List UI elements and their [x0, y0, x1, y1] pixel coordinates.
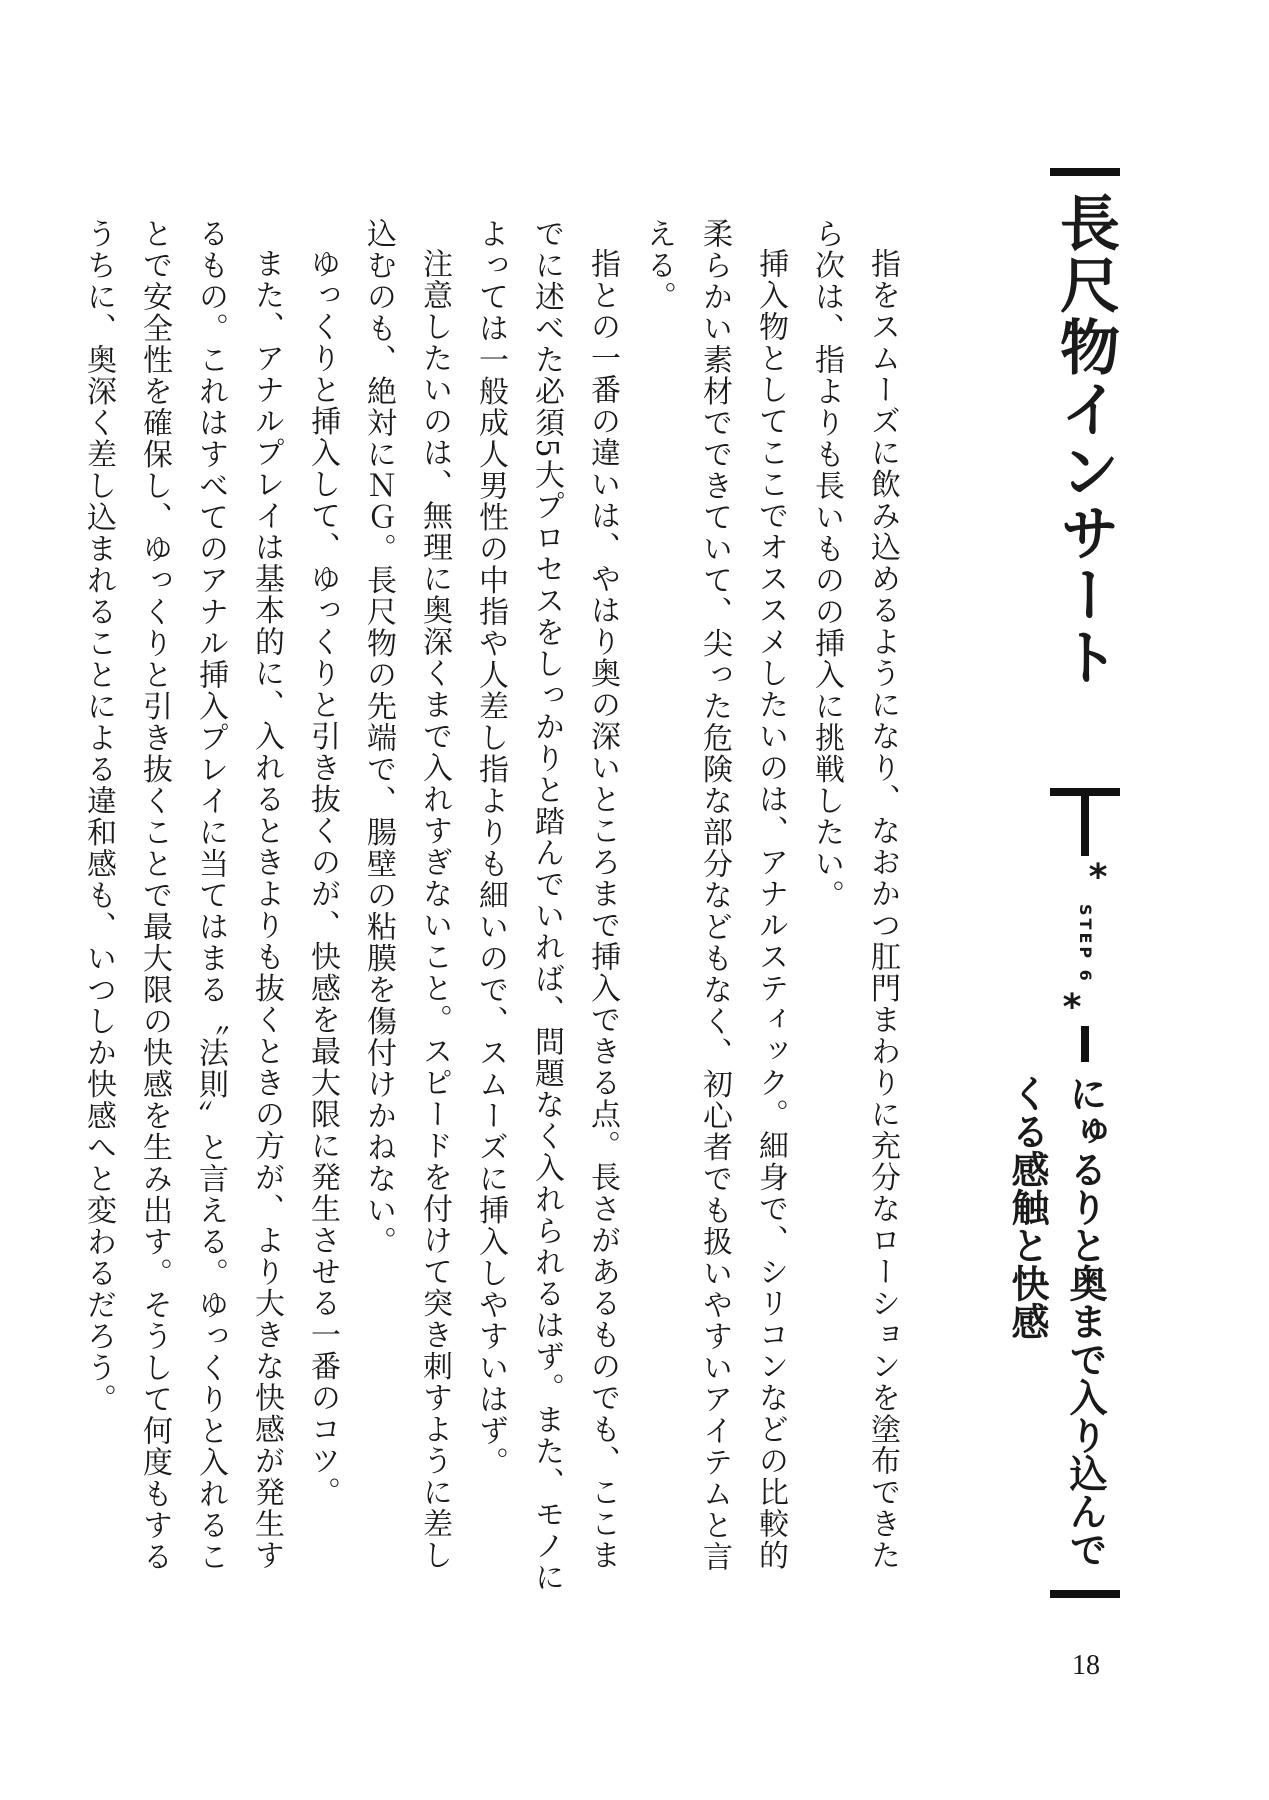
paragraph: 注意したいのは、無理に奥深くまで入れすぎないこと。スピードを付けて突き刺すように差し込むのも、絶対にＮＧ。長尺物の先端で、腸壁の粘膜を傷付けかねない。 — [361, 218, 452, 1571]
section-subheading: にゅるりと奥まで入り込んでくる感触と快感 — [1005, 1074, 1107, 1568]
title-column — [1005, 168, 1120, 1568]
step-connector-top — [1081, 796, 1089, 856]
step-label: STEP 6 — [1076, 904, 1095, 984]
star-icon: * — [1062, 987, 1082, 1028]
paragraph: 指との一番の違いは、やはり奥の深いところまで挿入できる点。長さがあるものでも、ここまでに述べた必須5大プロセスをしっかりと踏んでいれば、問題なく入れられるはず。また、モノによっては一般成人男性の中指や人差し指よりも細いので、スムーズに挿入しやすいはず。 — [473, 218, 620, 1594]
heading-bottom-rule — [1050, 788, 1120, 796]
step-box — [1050, 857, 1120, 1028]
page-number: 18 — [1072, 1650, 1100, 1681]
paragraph: 挿入物としてここでオススメしたいのは、アナルスティック。細身で、シリコンなどの比較的柔らかい素材でできていて、尖った危険な部分などもなく、初心者でも扱いやすいアイテムと言える。 — [641, 218, 788, 1573]
star-icon: * — [1088, 857, 1108, 898]
title-bottom-rule — [1050, 1590, 1120, 1598]
chapter-heading: 長尺物インサート — [1050, 192, 1120, 688]
body-text — [81, 218, 910, 1598]
paragraph: ゆっくりと挿入して、ゆっくりと引き抜くのが、快感を最大限に発生させる一番のコツ。 — [305, 248, 340, 1508]
paragraph: 指をスムーズに飲み込めるようになり、なおかつ肛門まわりに充分なローションを塗布できたら次は、指よりも長いものの挿入に挑戦したい。 — [809, 218, 900, 1571]
step-connector-bottom — [1081, 1026, 1089, 1062]
title-top-rule — [1050, 168, 1120, 176]
paragraph: また、アナルプレイは基本的に、入れるときよりも抜くときの方が、より大きな快感が発生するもの。これはすべてのアナル挿入プレイに当てはまる〝法則〟と言える。ゆっくりと入れることで安全性を確保し、ゆっくりと引き抜くことで最大限の快感を生み出す。そうして何度もするうちに、奥深く差し込まれることによる違和感も、いつしか快感へと変わるだろう。 — [81, 218, 284, 1573]
